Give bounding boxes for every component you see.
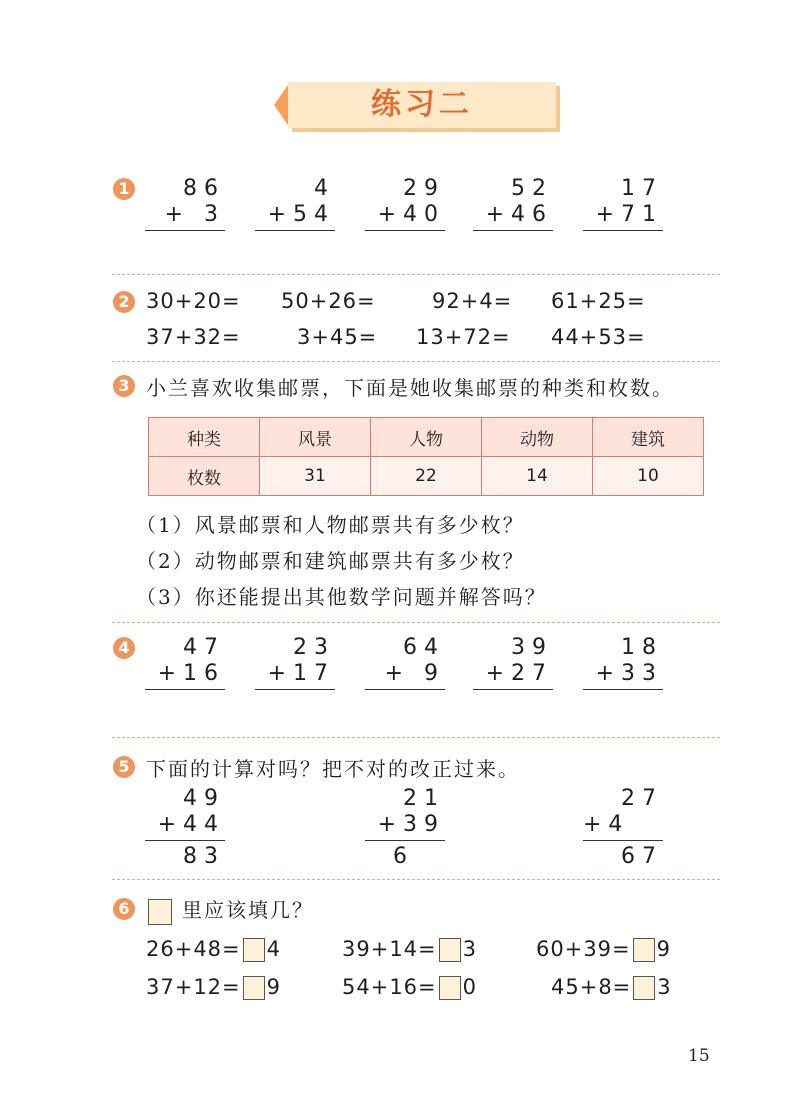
- ex4-problem-3: [365, 635, 445, 690]
- addend-bottom: +27: [485, 661, 553, 686]
- sum-line: [145, 840, 225, 841]
- ex1-problem-5: [583, 176, 663, 231]
- question-3: （3）你还能提出其他数学问题并解答吗？: [136, 585, 547, 609]
- exercise-5-prompt: 下面的计算对吗？把不对的改正过来。: [146, 757, 520, 781]
- addend-top: 18: [621, 635, 663, 660]
- ex5-problem-3: [583, 786, 663, 870]
- addend-bottom: +71: [595, 202, 663, 227]
- ex4-problem-1: [145, 635, 225, 690]
- sum-line: [145, 230, 225, 231]
- sum-line: [473, 230, 553, 231]
- exercise-3-prompt: 小兰喜欢收集邮票，下面是她收集邮票的种类和枚数。: [146, 376, 674, 400]
- table-row: [149, 457, 704, 496]
- page-number: 15: [688, 1046, 710, 1066]
- fill-equation: 37+12= 9: [146, 975, 282, 999]
- addend-top: 23: [293, 635, 335, 660]
- blank-box: [148, 899, 172, 925]
- equation: 50+26=: [281, 289, 376, 313]
- equation: 44+53=: [551, 325, 646, 349]
- sum-result: 6: [393, 844, 414, 869]
- answer-box[interactable]: [439, 938, 461, 962]
- ex5-problem-2: [365, 786, 445, 870]
- addend-bottom: +33: [595, 661, 663, 686]
- fill-equation: 26+48= 4: [146, 937, 282, 961]
- addend-bottom: +46: [485, 202, 553, 227]
- section-divider: [112, 361, 720, 362]
- sum-line: [255, 230, 335, 231]
- addend-top: 47: [183, 635, 225, 660]
- sum-line: [255, 689, 335, 690]
- ex5-problem-1: [145, 786, 225, 870]
- sum-line: [583, 689, 663, 690]
- answer-box[interactable]: [439, 976, 461, 1000]
- addend-top: 4: [314, 176, 335, 201]
- ex1-problem-3: [365, 176, 445, 231]
- sum-result: 67: [621, 844, 663, 869]
- equation: 37+32=: [146, 325, 241, 349]
- addend-top: 29: [403, 176, 445, 201]
- equation: 30+20=: [146, 289, 241, 313]
- exercise-3-badge: 3: [113, 375, 135, 397]
- fill-equation: 60+39= 9: [536, 937, 672, 961]
- addend-bottom: +39: [377, 812, 445, 837]
- addend-bottom: + 3: [164, 202, 225, 227]
- exercise-4-badge: 4: [113, 637, 135, 659]
- addend-top: 86: [183, 176, 225, 201]
- table-cell: 22: [371, 457, 482, 496]
- sum-line: [583, 840, 663, 841]
- addend-bottom: +44: [157, 812, 225, 837]
- stamp-table: [148, 417, 704, 496]
- fill-equation: 54+16= 0: [342, 975, 478, 999]
- equation: 61+25=: [551, 289, 646, 313]
- sum-line: [365, 230, 445, 231]
- table-header-row: [149, 418, 704, 457]
- question-1: （1）风景邮票和人物邮票共有多少枚？: [136, 513, 525, 537]
- table-header-cell: 种类: [149, 418, 260, 457]
- ex4-problem-2: [255, 635, 335, 690]
- section-divider: [112, 737, 720, 738]
- table-header-cell: 建筑: [593, 418, 704, 457]
- exercise-1-badge: 1: [113, 178, 135, 200]
- sum-line: [145, 689, 225, 690]
- answer-box[interactable]: [243, 938, 265, 962]
- ex1-problem-1: [145, 176, 225, 231]
- equation: 92+4=: [432, 289, 513, 313]
- question-2: （2）动物邮票和建筑邮票共有多少枚？: [136, 549, 525, 573]
- table-cell: 10: [593, 457, 704, 496]
- table-cell: 31: [260, 457, 371, 496]
- addend-bottom: +16: [157, 661, 225, 686]
- section-divider: [112, 274, 720, 275]
- section-divider: [112, 879, 720, 880]
- ex4-problem-4: [473, 635, 553, 690]
- addend-bottom: +17: [267, 661, 335, 686]
- sum-line: [365, 840, 445, 841]
- addend-bottom: +54: [267, 202, 335, 227]
- addend-top: 64: [403, 635, 445, 660]
- exercise-6-prompt: 里应该填几？: [146, 894, 314, 925]
- sum-line: [365, 689, 445, 690]
- equation: 3+45=: [297, 325, 378, 349]
- sum-result: 83: [183, 844, 225, 869]
- answer-box[interactable]: [633, 938, 655, 962]
- fill-equation: 39+14= 3: [342, 937, 478, 961]
- table-header-cell: 风景: [260, 418, 371, 457]
- exercise-6-badge: 6: [113, 898, 135, 920]
- exercise-5-badge: 5: [113, 756, 135, 778]
- addend-top: 49: [183, 786, 225, 811]
- section-divider: [112, 622, 720, 623]
- table-header-cell: 动物: [482, 418, 593, 457]
- addend-bottom: +40: [377, 202, 445, 227]
- ex1-problem-4: [473, 176, 553, 231]
- fill-equation: 45+8= 3: [551, 975, 672, 999]
- sum-line: [473, 689, 553, 690]
- ex1-problem-2: [255, 176, 335, 231]
- addend-top: 21: [403, 786, 445, 811]
- table-header-cell: 人物: [371, 418, 482, 457]
- table-cell: 14: [482, 457, 593, 496]
- answer-box[interactable]: [633, 976, 655, 1000]
- sum-line: [583, 230, 663, 231]
- ex4-problem-5: [583, 635, 663, 690]
- page-title: 练习二: [371, 87, 473, 122]
- addend-bottom: + 9: [384, 661, 445, 686]
- addend-top: 52: [511, 176, 553, 201]
- addend-top: 39: [511, 635, 553, 660]
- equation: 13+72=: [416, 325, 511, 349]
- addend-top: 17: [621, 176, 663, 201]
- title-banner: [274, 82, 556, 132]
- exercise-2-badge: 2: [113, 291, 135, 313]
- table-row-label: 枚数: [149, 457, 260, 496]
- addend-top: 27: [621, 786, 663, 811]
- answer-box[interactable]: [243, 976, 265, 1000]
- addend-bottom: +4: [583, 812, 630, 837]
